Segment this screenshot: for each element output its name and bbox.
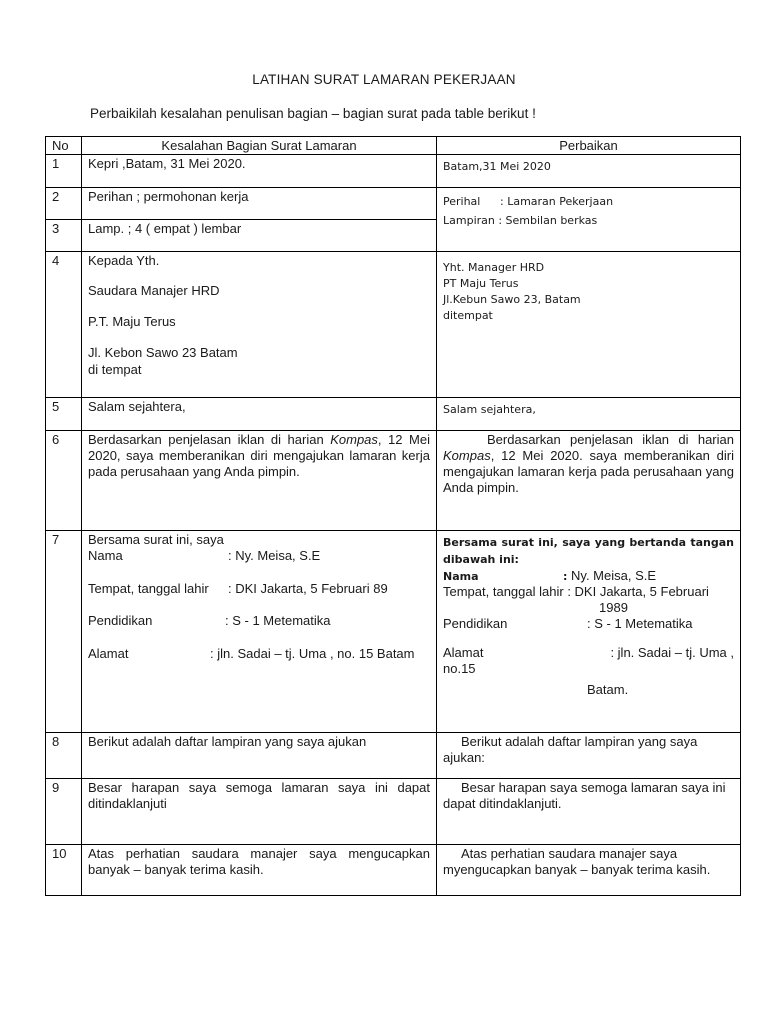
table-row	[46, 398, 741, 431]
error-field-ttl	[88, 581, 430, 597]
error-cell: Perihan ; permohonan kerja	[82, 188, 437, 220]
row-number: 4	[46, 252, 82, 398]
table-row	[46, 252, 741, 398]
fix-cell: Batam,31 Mei 2020	[437, 155, 741, 188]
error-text-b: , 12 Mei 2020, saya memberanikan diri mengajukan lamaran kerja pada perusahaan yang Anda pimpin.	[88, 432, 430, 479]
field-label: Nama	[443, 570, 479, 583]
fix-cell: Atas perhatian saudara manajer saya myengucapkan banyak – banyak terima kasih.	[437, 845, 741, 896]
table-row	[46, 845, 741, 896]
fix-cell	[437, 252, 741, 398]
row-number: 8	[46, 733, 82, 779]
fix-lampiran-line: Lampiran : Sembilan berkas	[443, 214, 598, 227]
fix-perihal-line	[443, 194, 734, 210]
field-value: : jln. Sadai – tj. Uma , no. 15 Batam	[210, 646, 415, 661]
row-number: 5	[46, 398, 82, 431]
table-row	[46, 779, 741, 845]
error-cell: Lamp. ; 4 ( empat ) lembar	[82, 220, 437, 252]
error-text-a: Berdasarkan penjelasan iklan di harian	[88, 432, 331, 447]
field-label: Pendidikan	[88, 613, 153, 628]
fix-text-a: Berdasarkan penjelasan iklan di harian	[487, 432, 734, 447]
error-line: Kepada Yth.	[88, 253, 160, 268]
error-line: Bersama surat ini, saya	[88, 532, 224, 547]
fix-line: Yht. Manager HRD	[443, 261, 545, 274]
fix-field-alamat-city: Batam.	[587, 682, 629, 697]
table-header-row	[46, 137, 741, 155]
error-field-alamat	[88, 646, 430, 662]
error-field-nama	[88, 548, 430, 564]
row-number: 7	[46, 531, 82, 733]
error-line: Saudara Manajer HRD	[88, 283, 220, 298]
fix-text-b: , 12 Mei 2020. saya memberanikan diri mengajukan lamaran kerja pada perusahaan yang Anda pimpin.	[443, 448, 734, 495]
fix-field-pendidikan	[443, 616, 734, 632]
error-cell: Besar harapan saya semoga lamaran saya ini dapat ditindaklanjuti	[82, 779, 437, 845]
field-value: Ny. Meisa, S.E	[567, 568, 657, 583]
table-row	[46, 431, 741, 531]
field-value: : DKI Jakarta, 5 Februari	[567, 584, 709, 599]
fix-field-alamat-no: no.15	[443, 661, 476, 676]
fix-field-alamat	[443, 645, 734, 661]
error-text-italic: Kompas	[330, 432, 378, 447]
fix-field-nama	[443, 568, 734, 584]
error-cell: Berikut adalah daftar lampiran yang saya ajukan	[82, 733, 437, 779]
fix-perihal-value: : Lamaran Pekerjaan	[500, 195, 614, 208]
correction-table	[45, 136, 741, 896]
row-number: 10	[46, 845, 82, 896]
fix-cell	[437, 531, 741, 733]
row-number: 6	[46, 431, 82, 531]
fix-text-italic: Kompas	[443, 448, 491, 463]
header-fix: Perbaikan	[437, 137, 741, 155]
fix-field-ttl-year: 1989	[599, 600, 628, 615]
fix-line: ditempat	[443, 309, 493, 322]
fix-line: PT Maju Terus	[443, 277, 519, 290]
fix-field-ttl	[443, 584, 734, 600]
error-field-pendidikan	[88, 613, 430, 629]
row-number: 9	[46, 779, 82, 845]
header-no: No	[46, 137, 82, 155]
row-number: 3	[46, 220, 82, 252]
field-label: Alamat	[88, 646, 129, 661]
table-row	[46, 155, 741, 188]
fix-line: Jl.Kebun Sawo 23, Batam	[443, 293, 581, 306]
error-line: P.T. Maju Terus	[88, 314, 176, 329]
table-row	[46, 531, 741, 733]
table-row	[46, 188, 741, 220]
error-cell: Salam sejahtera,	[82, 398, 437, 431]
instruction-text: Perbaikilah kesalahan penulisan bagian – bagian surat pada table berikut !	[90, 106, 536, 121]
error-line: di tempat	[88, 362, 142, 377]
field-value: : jln. Sadai – tj. Uma ,	[610, 645, 734, 660]
fix-cell	[437, 188, 741, 252]
field-value: : DKI Jakarta, 5 Februari 89	[228, 581, 388, 596]
document-title: LATIHAN SURAT LAMARAN PEKERJAAN	[252, 72, 516, 87]
field-label: Tempat, tanggal lahir	[443, 584, 564, 599]
field-label: Pendidikan	[443, 616, 508, 631]
row-number: 2	[46, 188, 82, 220]
field-label: Tempat, tanggal lahir	[88, 581, 209, 596]
field-value: : S - 1 Metematika	[587, 616, 693, 631]
table-row	[46, 733, 741, 779]
fix-line: Bersama surat ini, saya yang bertanda tangan dibawah ini:	[443, 536, 734, 566]
row-number: 1	[46, 155, 82, 188]
field-colon: :	[563, 570, 568, 583]
fix-perihal-label: Perihal	[443, 195, 481, 208]
error-cell	[82, 252, 437, 398]
fix-cell: Berikut adalah daftar lampiran yang saya ajukan:	[437, 733, 741, 779]
field-value: : S - 1 Metematika	[225, 613, 331, 628]
error-cell	[82, 431, 437, 531]
field-label: Nama	[88, 548, 123, 563]
error-line: Jl. Kebon Sawo 23 Batam	[88, 345, 238, 360]
fix-cell	[437, 431, 741, 531]
header-error: Kesalahan Bagian Surat Lamaran	[82, 137, 437, 155]
field-value: : Ny. Meisa, S.E	[228, 548, 321, 563]
error-cell: Atas perhatian saudara manajer saya mengucapkan banyak – banyak terima kasih.	[82, 845, 437, 896]
fix-cell: Salam sejahtera,	[437, 398, 741, 431]
error-cell: Kepri ,Batam, 31 Mei 2020.	[82, 155, 437, 188]
fix-cell: Besar harapan saya semoga lamaran saya ini dapat ditindaklanjuti.	[437, 779, 741, 845]
field-label: Alamat	[443, 645, 484, 660]
error-cell	[82, 531, 437, 733]
